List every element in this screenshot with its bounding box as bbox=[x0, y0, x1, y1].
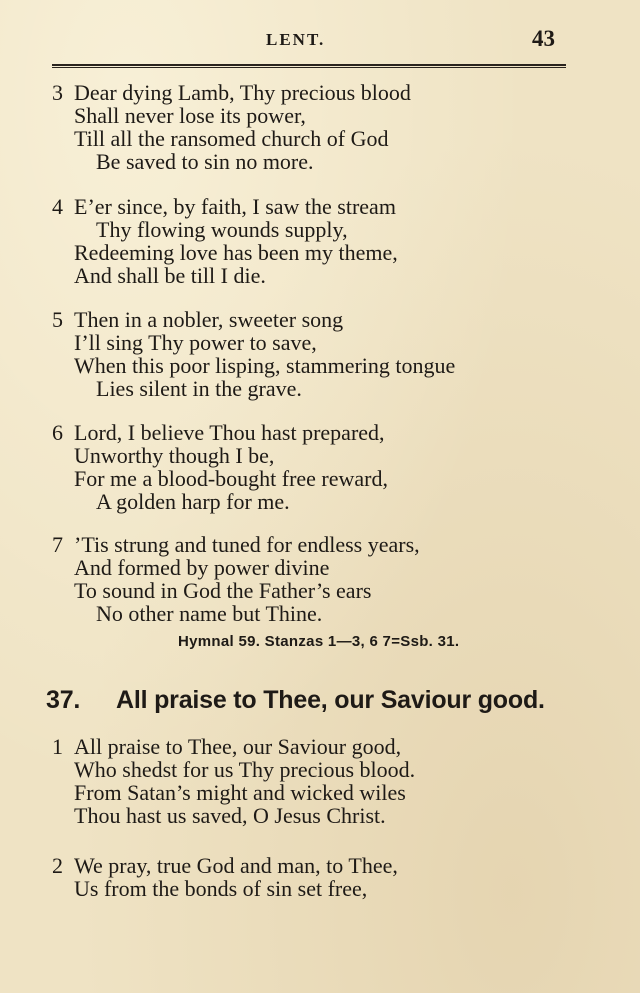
hymn-heading bbox=[46, 686, 545, 715]
header-rule bbox=[52, 64, 566, 66]
stanza-line: ’Tis strung and tuned for endless years, bbox=[74, 532, 420, 557]
stanza-line: And formed by power divine bbox=[74, 555, 330, 580]
source-note: Hymnal 59. Stanzas 1—3, 6 7=Ssb. 31. bbox=[178, 633, 460, 650]
stanza-line: From Satan’s might and wicked wiles bbox=[74, 780, 406, 805]
stanza-line: Dear dying Lamb, Thy precious blood bbox=[74, 80, 411, 105]
page-number: 43 bbox=[532, 26, 555, 51]
stanza-number: 4 bbox=[52, 194, 63, 219]
stanza-line: Be saved to sin no more. bbox=[96, 149, 314, 174]
page-header bbox=[0, 26, 640, 56]
stanza-line: Redeeming love has been my theme, bbox=[74, 240, 398, 265]
stanza-4 bbox=[52, 195, 582, 287]
stanza-number: 5 bbox=[52, 307, 63, 332]
stanza-line: I’ll sing Thy power to save, bbox=[74, 330, 317, 355]
stanza-number: 2 bbox=[52, 853, 63, 878]
stanza-line: To sound in God the Father’s ears bbox=[74, 578, 372, 603]
hymn-number: 37. bbox=[46, 686, 81, 714]
stanza-line: E’er since, by faith, I saw the stream bbox=[74, 194, 396, 219]
stanza-line: Thou hast us saved, O Jesus Christ. bbox=[74, 803, 386, 828]
hymn-37-stanza-1 bbox=[52, 735, 582, 827]
header-rule-thin bbox=[52, 67, 566, 68]
stanza-number: 3 bbox=[52, 80, 63, 105]
stanza-line: Lies silent in the grave. bbox=[96, 376, 302, 401]
stanza-5 bbox=[52, 308, 582, 400]
hymn-title: All praise to Thee, our Saviour good. bbox=[116, 686, 545, 714]
stanza-6 bbox=[52, 421, 582, 513]
stanza-line: We pray, true God and man, to Thee, bbox=[74, 853, 398, 878]
stanza-line: Who shedst for us Thy precious blood. bbox=[74, 757, 416, 782]
stanza-line: Shall never lose its power, bbox=[74, 103, 306, 128]
stanza-line: Thy flowing wounds supply, bbox=[96, 217, 348, 242]
stanza-7 bbox=[52, 533, 582, 625]
stanza-line: Us from the bonds of sin set free, bbox=[74, 876, 368, 901]
stanza-line: All praise to Thee, our Saviour good, bbox=[74, 734, 402, 759]
stanza-line: For me a blood-bought free reward, bbox=[74, 466, 389, 491]
stanza-line: No other name but Thine. bbox=[96, 601, 323, 626]
hymn-37-stanza-2 bbox=[52, 854, 582, 900]
stanza-line: Then in a nobler, sweeter song bbox=[74, 307, 344, 332]
stanza-3 bbox=[52, 81, 582, 173]
stanza-line: Lord, I believe Thou hast prepared, bbox=[74, 420, 385, 445]
stanza-number: 1 bbox=[52, 734, 63, 759]
stanza-number: 6 bbox=[52, 420, 63, 445]
running-head: LENT. bbox=[266, 30, 326, 49]
stanza-line: And shall be till I die. bbox=[74, 263, 266, 288]
stanza-line: A golden harp for me. bbox=[96, 489, 290, 514]
stanza-line: Till all the ransomed church of God bbox=[74, 126, 389, 151]
stanza-line: Unworthy though I be, bbox=[74, 443, 275, 468]
stanza-line: When this poor lisping, stammering tongue bbox=[74, 353, 456, 378]
stanza-number: 7 bbox=[52, 532, 63, 557]
